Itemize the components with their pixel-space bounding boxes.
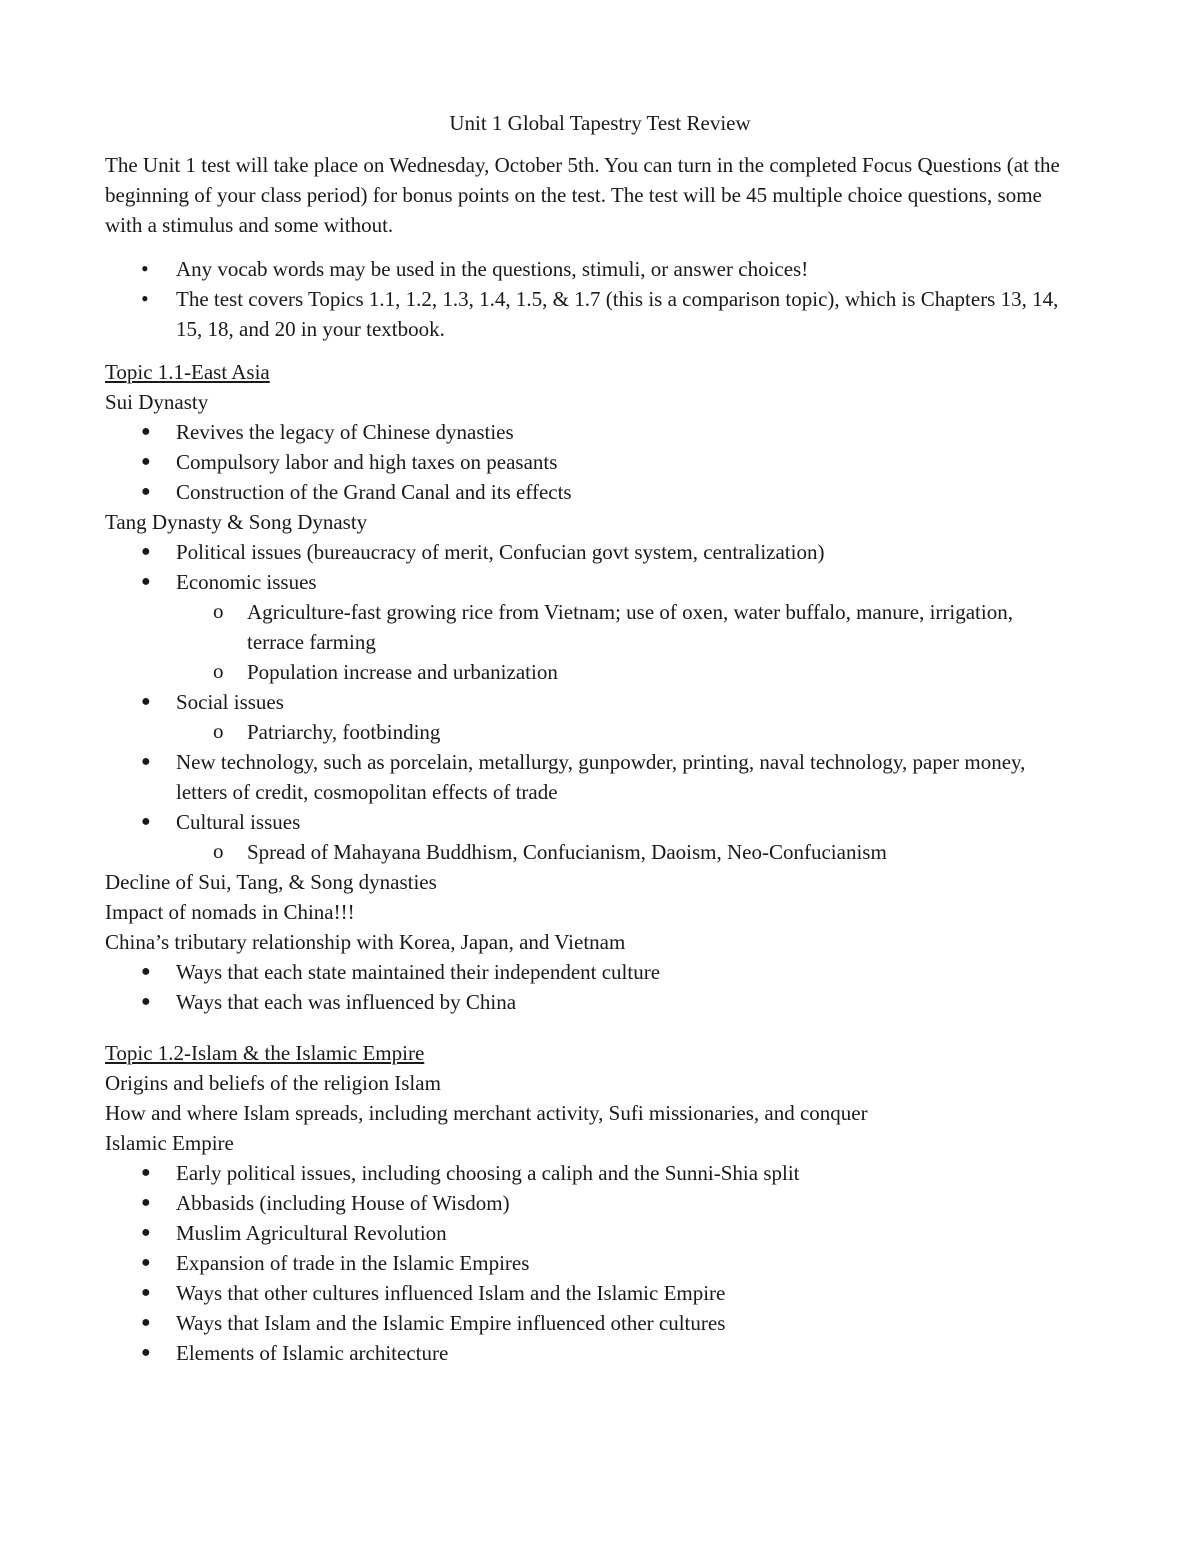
text-line: Origins and beliefs of the religion Islam: [105, 1071, 441, 1095]
bullet-icon: ●: [141, 1164, 151, 1181]
list-item: ● Cultural issues: [105, 807, 1105, 837]
bullet-icon: ●: [141, 993, 151, 1010]
list-item: ● Ways that each was influenced by China: [105, 987, 1105, 1017]
list-item: ● Elements of Islamic architecture: [105, 1338, 1105, 1368]
list-item: ● Social issues: [105, 687, 1105, 717]
list-item: ● Political issues (bureaucracy of merit, Confucian govt system, centralization): [105, 537, 1105, 567]
list-item: ● Muslim Agricultural Revolution: [105, 1218, 1105, 1248]
list-item: ● Expansion of trade in the Islamic Empires: [105, 1248, 1105, 1278]
sub-list-item: o Patriarchy, footbinding: [213, 719, 441, 744]
sub-bullet-icon: o: [213, 839, 224, 863]
subheading: Islamic Empire: [105, 1131, 234, 1155]
list-item: ● Early political issues, including choosing a caliph and the Sunni-Shia split: [105, 1158, 1105, 1188]
bullet-icon: ●: [141, 693, 151, 710]
bullet-icon: ●: [141, 1344, 151, 1361]
text-line: Decline of Sui, Tang, & Song dynasties: [105, 870, 437, 894]
intro-bullet-list: [105, 254, 1105, 344]
bullet-icon: ●: [141, 1254, 151, 1271]
bullet-icon: ●: [141, 1194, 151, 1211]
bullet-icon: ●: [141, 1314, 151, 1331]
list-item: ● Economic issues: [105, 567, 1105, 597]
bullet-icon: •: [141, 286, 149, 311]
subheading: Sui Dynasty: [105, 390, 209, 414]
bullet-icon: •: [141, 256, 149, 281]
subheading: Tang Dynasty & Song Dynasty: [105, 510, 368, 534]
text-line: How and where Islam spreads, including merchant activity, Sufi missionaries, and conquer: [105, 1101, 868, 1125]
list-item: ● Ways that each state maintained their independent culture: [105, 957, 1105, 987]
bullet-icon: ●: [141, 573, 151, 590]
sub-bullet-icon: o: [213, 599, 224, 623]
list-item: ● Compulsory labor and high taxes on peasants: [105, 447, 1105, 477]
bullet-icon: ●: [141, 813, 151, 830]
list-item: ● New technology, such as porcelain, metallurgy, gunpowder, printing, naval technology, paper money, letters of credit, cosmopolitan effects of trade: [105, 747, 1076, 807]
topic-2-section: [105, 1038, 1105, 1368]
list-item: ● Ways that Islam and the Islamic Empire influenced other cultures: [105, 1308, 1105, 1338]
bullet-icon: ●: [141, 1224, 151, 1241]
sub-list-item: o Agriculture-fast growing rice from Vietnam; use of oxen, water buffalo, manure, irrigation, terrace farming: [213, 599, 1013, 654]
bullet-icon: ●: [141, 453, 151, 470]
list-item: ● Abbasids (including House of Wisdom): [105, 1188, 1105, 1218]
list-item: • The test covers Topics 1.1, 1.2, 1.3, 1.4, 1.5, & 1.7 (this is a comparison topic), which is Chapters 13, 14, 15, 18, and 20 in your textbook.: [141, 286, 1059, 341]
topic-1-section: [105, 357, 1105, 1017]
bullet-icon: ●: [141, 963, 151, 980]
topic-heading: Topic 1.2-Islam & the Islamic Empire: [105, 1041, 425, 1065]
sub-list-item: o Spread of Mahayana Buddhism, Confucianism, Daoism, Neo-Confucianism: [213, 839, 887, 864]
bullet-icon: ●: [141, 543, 151, 560]
sub-bullet-icon: o: [213, 719, 224, 743]
bullet-icon: ●: [141, 753, 151, 770]
text-line: Impact of nomads in China!!!: [105, 900, 355, 924]
intro-paragraph: The Unit 1 test will take place on Wednesday, October 5th. You can turn in the completed Focus Questions (at the beginning of your class period) for bonus points on the test. The test will be 45 multiple choice questions, some with a stimulus and some without.: [105, 153, 1060, 237]
list-item: ● Revives the legacy of Chinese dynasties: [105, 417, 1105, 447]
bullet-icon: ●: [141, 423, 151, 440]
list-item: • Any vocab words may be used in the questions, stimuli, or answer choices!: [105, 254, 1105, 284]
topic-heading: Topic 1.1-East Asia: [105, 360, 270, 384]
sub-list-item: o Population increase and urbanization: [213, 659, 558, 684]
text-line: China’s tributary relationship with Korea, Japan, and Vietnam: [105, 930, 626, 954]
list-item: ● Ways that other cultures influenced Islam and the Islamic Empire: [105, 1278, 1105, 1308]
bullet-icon: ●: [141, 483, 151, 500]
document-title: Unit 1 Global Tapestry Test Review: [449, 111, 751, 135]
sub-bullet-icon: o: [213, 659, 224, 683]
list-item: ● Construction of the Grand Canal and its effects: [105, 477, 1105, 507]
bullet-icon: ●: [141, 1284, 151, 1301]
